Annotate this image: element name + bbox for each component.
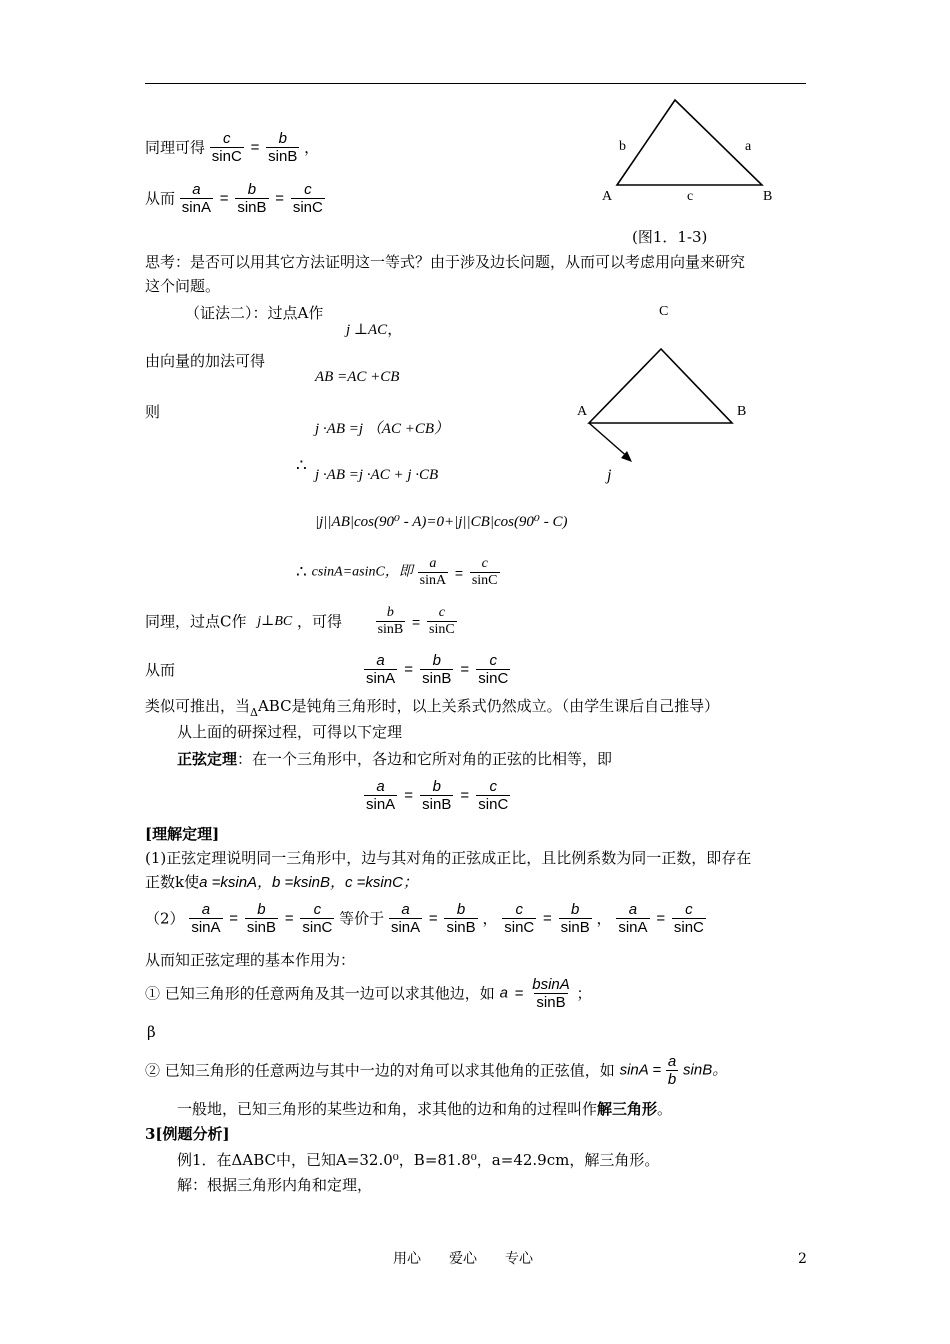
solve-triangle-line: 一般地，已知三角形的某些边和角，求其他的边和角的过程叫作解三角形。: [177, 1100, 673, 1118]
triangle-2-shape: [589, 349, 732, 423]
header-rule: [145, 83, 806, 84]
same-reason-text: 同理可得: [145, 138, 206, 157]
fig2-label-A: A: [577, 404, 588, 419]
fraction-a-sinA-small: $\frac{a}{\sin A}$: [419, 556, 447, 588]
triangle-figure-2: [580, 340, 750, 470]
fig2-label-C: C: [659, 304, 669, 319]
fig1-label-a: a: [745, 139, 752, 154]
vector-add-equation: AB =AC +CB: [315, 369, 400, 385]
understand-point-1-line-1: (1)正弦定理说明同一三角形中，边与其对角的正弦成正比，且比例系数为同一正数，即存在: [145, 849, 752, 867]
fraction-a-b: $\frac{a}{b}$: [667, 1053, 677, 1088]
footer-motto: 用心 爱心 专心: [393, 1251, 533, 1267]
fig1-label-A: A: [602, 189, 613, 204]
understand-point-1-line-2: 正数k使a =ksinA，b =ksinB，c =ksinC；: [145, 873, 418, 891]
vector-j-arrow: [589, 423, 630, 459]
hence-line-1: 从而 $\frac{a}{\sin A}$ = $\frac{b}{\sin B}$ = $\frac{c}{\sin C}$: [145, 181, 323, 216]
fraction-b-sinB: $\frac{b}{\sin B}$: [237, 181, 267, 216]
understand-point-2: （2） $\frac{a}{\sin A}$ = $\frac{b}{\sin B}$ = $\frac{c}{\sin C}$ 等价于 $\frac{a}{\sin A}$ = $\frac{b}{\sin B}$ ， $\frac{c}{\sin C}$ = $\frac{b}{\sin B}$ ， $\frac{a}{\sin A}$ = $\frac{c}{\sin C}$: [145, 901, 704, 936]
dot-product-equation-1: j ·AB =j （AC +CB）: [315, 421, 449, 437]
fraction-bsinA-sinB: $\frac{bsinA}{\sin B}$: [532, 976, 570, 1011]
fig1-label-b: b: [619, 139, 626, 154]
vector-add-text: 由向量的加法可得: [145, 352, 266, 370]
hence-text: 从而: [145, 189, 176, 208]
fraction-b-sinB: $\frac{b}{\sin B}$: [268, 130, 298, 165]
basic-role-line: 从而知正弦定理的基本作用为：: [145, 951, 356, 969]
fig2-label-j: j: [607, 467, 612, 484]
fraction-b-sinB-small: $\frac{b}{\sin B}$: [377, 605, 404, 637]
example-1-line: 例1．在ΔABC中，已知A=32.0⁰，B=81.8⁰，a=42.9cm，解三角形。: [177, 1151, 660, 1169]
proof2-perp: j ⊥AC，: [346, 322, 403, 338]
sine-law-formula-2: $\frac{a}{\sin A}$ = $\frac{b}{\sin B}$ = $\frac{c}{\sin C}$: [366, 778, 509, 813]
think-line-1: 思考：是否可以用其它方法证明这一等式？由于涉及边长问题，从而可以考虑用向量来研究: [145, 253, 746, 271]
fraction-c-sinC-small: $\frac{c}{\sin C}$: [429, 605, 455, 637]
then-text: 则: [145, 403, 161, 421]
fraction-c-sinC-small: $\frac{c}{\sin C}$: [471, 556, 498, 588]
magnitude-cos-equation: |j||AB|cos(90⁰ - A)=0+|j||CB|cos(90⁰ - C): [315, 514, 568, 530]
csin-equation: csinA=asinC，即: [311, 564, 413, 580]
solve-triangle-term: 解三角形: [597, 1100, 658, 1118]
fig1-label-B: B: [763, 189, 773, 204]
example-1-solution: 解：根据三角形内角和定理，: [177, 1176, 373, 1194]
fraction-c-sinC: $\frac{c}{\sin C}$: [211, 130, 242, 165]
page-number: 2: [798, 1251, 807, 1267]
role-2-line: ② 已知三角形的任意两边与其中一边的对角可以求其他角的正弦值，如 sinA = $\frac{a}{b}$ sinB。: [145, 1053, 728, 1088]
think-line-2: 这个问题。: [145, 277, 221, 295]
fraction-c-sinC: $\frac{c}{\sin C}$: [292, 181, 323, 216]
therefore-symbol-2: ∴: [296, 562, 307, 583]
triangle-1-shape: [617, 100, 762, 185]
hence-text-2: 从而: [145, 661, 176, 679]
example-heading: 3[例题分析]: [145, 1125, 230, 1143]
fig2-label-B: B: [737, 404, 747, 419]
therefore-symbol-1: ∴: [296, 456, 307, 476]
proof2-intro: （证法二）：过点A作: [185, 304, 324, 322]
understand-heading: [理解定理]: [145, 825, 220, 843]
similarly-line: 同理，过点C作 j⊥BC ，可得 $\frac{b}{\sin B}$ = $\frac{c}{\sin C}$: [145, 605, 455, 637]
research-process-line: 从上面的研探过程，可得以下定理: [177, 723, 403, 741]
fig1-label-c: c: [687, 189, 694, 204]
obtuse-case-line: 类似可推出，当$_\Delta$ABC是钝角三角形时，以上关系式仍然成立。（由学生课后自己推导）: [145, 697, 720, 719]
csin-line: ∴ csinA=asinC，即 $\frac{a}{\sin A}$ = $\frac{c}{\sin C}$: [296, 556, 498, 588]
fig1-caption: (图1．1-3): [632, 228, 708, 246]
fraction-a-sinA: $\frac{a}{\sin A}$: [181, 181, 211, 216]
beta-symbol: β: [147, 1023, 156, 1041]
theorem-title: 正弦定理: [177, 750, 238, 768]
theorem-line: 正弦定理：在一个三角形中，各边和它所对角的正弦的比相等，即: [177, 750, 613, 768]
sine-law-formula-1: $\frac{a}{\sin A}$ = $\frac{b}{\sin B}$ = $\frac{c}{\sin C}$: [366, 652, 509, 687]
same-reason-line: 同理可得 $\frac{c}{\sin C}$ = $\frac{b}{\sin B}$ ，: [145, 130, 320, 165]
dot-product-equation-2: j ·AB =j ·AC + j ·CB: [315, 467, 439, 483]
role-1-line: ① 已知三角形的任意两角及其一边可以求其他边，如 a = $\frac{bsinA}{\sin B}$ ；: [145, 976, 592, 1011]
